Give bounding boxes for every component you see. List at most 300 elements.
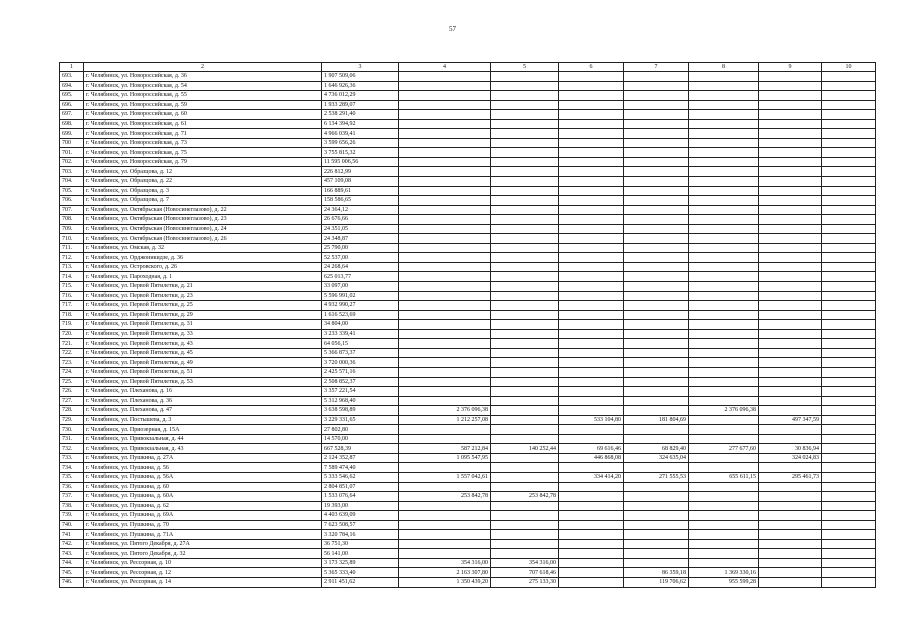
amount-col8 — [689, 434, 759, 444]
address: г. Челябинск, ул. Первой Пятилетки, д. 51 — [84, 367, 322, 377]
amount-col10 — [822, 196, 876, 206]
amount-col8 — [689, 415, 759, 425]
amount-col9: 324 024,83 — [759, 453, 822, 463]
amount-col6 — [559, 282, 624, 292]
amount-col9 — [759, 301, 822, 311]
table-row — [60, 262, 876, 272]
amount-total: 2 538 291,40 — [322, 110, 399, 120]
amount-col9 — [759, 186, 822, 196]
row-number: 693. — [60, 72, 84, 82]
amount-col8 — [689, 196, 759, 206]
amount-col10 — [822, 492, 876, 502]
amount-col7: 86 359,18 — [624, 568, 689, 578]
amount-col9 — [759, 119, 822, 129]
amount-total: 158 586,65 — [322, 196, 399, 206]
amount-col5 — [491, 234, 559, 244]
table-row — [60, 425, 876, 435]
amount-col9 — [759, 348, 822, 358]
row-number: 707. — [60, 205, 84, 215]
amount-total: 1 933 289,07 — [322, 100, 399, 110]
amount-col7 — [624, 196, 689, 206]
amount-col5 — [491, 119, 559, 129]
table-row — [60, 282, 876, 292]
amount-col9 — [759, 577, 822, 587]
amount-total: 1 533 076,64 — [322, 492, 399, 502]
table-row — [60, 129, 876, 139]
amount-col7 — [624, 339, 689, 349]
amount-col7: 68 829,40 — [624, 444, 689, 454]
amount-col6 — [559, 224, 624, 234]
amount-col7 — [624, 492, 689, 502]
row-number: 734. — [60, 463, 84, 473]
address: г. Челябинск, ул. Пушкина, д. 56А — [84, 472, 322, 482]
amount-col4 — [399, 396, 491, 406]
amount-col4 — [399, 262, 491, 272]
table-row — [60, 291, 876, 301]
amount-col6 — [559, 100, 624, 110]
row-number: 713. — [60, 262, 84, 272]
table-row — [60, 482, 876, 492]
amount-total: 4 966 039,41 — [322, 129, 399, 139]
amount-col8 — [689, 215, 759, 225]
table-row — [60, 196, 876, 206]
amount-total: 4 403 639,09 — [322, 511, 399, 521]
amount-col6 — [559, 177, 624, 187]
row-number: 706. — [60, 196, 84, 206]
amount-col7 — [624, 329, 689, 339]
amount-col8 — [689, 262, 759, 272]
address: г. Челябинск, ул. Рессорная, д. 10 — [84, 558, 322, 568]
amount-col4 — [399, 520, 491, 530]
amount-col4 — [399, 539, 491, 549]
address: г. Челябинск, ул. Образцова, д. 22 — [84, 177, 322, 187]
amount-col4 — [399, 177, 491, 187]
address: г. Челябинск, ул. Пушкина, д. 56 — [84, 463, 322, 473]
amount-col9 — [759, 196, 822, 206]
amount-total: 33 097,00 — [322, 282, 399, 292]
row-number: 739. — [60, 511, 84, 521]
amount-col5: 707 618,46 — [491, 568, 559, 578]
amount-total: 3 357 221,54 — [322, 387, 399, 397]
amount-col8 — [689, 425, 759, 435]
address: г. Челябинск, ул. Островского, д. 26 — [84, 262, 322, 272]
amount-col5 — [491, 549, 559, 559]
amount-total: 5 366 873,37 — [322, 348, 399, 358]
amount-total: 4 736 012,29 — [322, 91, 399, 101]
amount-col4 — [399, 301, 491, 311]
amount-col7 — [624, 434, 689, 444]
amount-total: 7 623 508,57 — [322, 520, 399, 530]
amount-col8 — [689, 453, 759, 463]
amount-col5 — [491, 501, 559, 511]
table-row — [60, 215, 876, 225]
address: г. Челябинск, ул. Пятого Декабря, д. 32 — [84, 549, 322, 559]
amount-col6 — [559, 167, 624, 177]
amount-col9 — [759, 530, 822, 540]
amount-total: 625 013,77 — [322, 272, 399, 282]
amount-total: 2 508 852,37 — [322, 377, 399, 387]
amount-col7 — [624, 310, 689, 320]
amount-col4: 2 163 307,80 — [399, 568, 491, 578]
amount-col10 — [822, 501, 876, 511]
row-number: 726. — [60, 387, 84, 397]
amount-col7 — [624, 282, 689, 292]
amount-col4 — [399, 310, 491, 320]
amount-col9 — [759, 91, 822, 101]
amount-col4: 253 842,78 — [399, 492, 491, 502]
amount-total: 3 599 656,26 — [322, 138, 399, 148]
row-number: 727. — [60, 396, 84, 406]
address: г. Челябинск, ул. Новороссийская, д. 54 — [84, 81, 322, 91]
address: г. Челябинск, ул. Рессорная, д. 14 — [84, 577, 322, 587]
amount-col6 — [559, 81, 624, 91]
amount-col9 — [759, 72, 822, 82]
amount-col4 — [399, 549, 491, 559]
amount-col10 — [822, 558, 876, 568]
table-row — [60, 310, 876, 320]
amount-total: 1 646 926,36 — [322, 81, 399, 91]
table-row — [60, 81, 876, 91]
amount-col6 — [559, 262, 624, 272]
amount-col9 — [759, 367, 822, 377]
amount-col8 — [689, 186, 759, 196]
amount-col7 — [624, 558, 689, 568]
amount-col7 — [624, 167, 689, 177]
amount-total: 24 351,05 — [322, 224, 399, 234]
amount-total: 226 812,99 — [322, 167, 399, 177]
amount-col10 — [822, 186, 876, 196]
row-number: 718. — [60, 310, 84, 320]
amount-col10 — [822, 329, 876, 339]
amount-col5: 275 133,30 — [491, 577, 559, 587]
amount-col7 — [624, 253, 689, 263]
row-number: 700 — [60, 138, 84, 148]
amount-total: 3 755 815,32 — [322, 148, 399, 158]
amount-col4 — [399, 91, 491, 101]
address: г. Челябинск, ул. Новороссийская, д. 60 — [84, 110, 322, 120]
column-number: 6 — [559, 63, 624, 72]
amount-col4 — [399, 243, 491, 253]
address: г. Челябинск, ул. Рессорная, д. 12 — [84, 568, 322, 578]
amount-col8: 2 376 096,38 — [689, 406, 759, 416]
amount-col7 — [624, 100, 689, 110]
amount-col6 — [559, 138, 624, 148]
table-row — [60, 138, 876, 148]
address: г. Челябинск, ул. Новороссийская, д. 59 — [84, 100, 322, 110]
amount-col7 — [624, 138, 689, 148]
amount-col8 — [689, 301, 759, 311]
amount-col4 — [399, 463, 491, 473]
amount-col10 — [822, 367, 876, 377]
row-number: 723. — [60, 358, 84, 368]
amount-col10 — [822, 425, 876, 435]
amount-col8 — [689, 463, 759, 473]
table-row — [60, 100, 876, 110]
amount-col6 — [559, 301, 624, 311]
amount-col10 — [822, 453, 876, 463]
amount-col10 — [822, 377, 876, 387]
amount-col9 — [759, 568, 822, 578]
row-number: 704. — [60, 177, 84, 187]
amount-col8: 1 369 330,16 — [689, 568, 759, 578]
amount-col8 — [689, 530, 759, 540]
table-row — [60, 119, 876, 129]
amount-col6 — [559, 530, 624, 540]
table-row — [60, 205, 876, 215]
address: г. Челябинск, ул. Первой Пятилетки, д. 25 — [84, 301, 322, 311]
register-table-body — [60, 63, 876, 588]
amount-col10 — [822, 81, 876, 91]
amount-col8 — [689, 339, 759, 349]
amount-total: 24 268,64 — [322, 262, 399, 272]
row-number: 699. — [60, 129, 84, 139]
amount-col5 — [491, 262, 559, 272]
row-number: 709. — [60, 224, 84, 234]
register-table — [59, 62, 876, 588]
amount-col4 — [399, 157, 491, 167]
amount-col6: 446 868,08 — [559, 453, 624, 463]
amount-col5 — [491, 320, 559, 330]
table-row — [60, 339, 876, 349]
amount-col5 — [491, 110, 559, 120]
address: г. Челябинск, ул. Пушкина, д. 69А — [84, 511, 322, 521]
amount-col9 — [759, 177, 822, 187]
amount-col5 — [491, 348, 559, 358]
amount-col10 — [822, 530, 876, 540]
amount-col7 — [624, 406, 689, 416]
table-row — [60, 167, 876, 177]
amount-col5 — [491, 129, 559, 139]
amount-col6 — [559, 119, 624, 129]
amount-col9 — [759, 406, 822, 416]
amount-col7 — [624, 91, 689, 101]
row-number: 746. — [60, 577, 84, 587]
amount-col10 — [822, 320, 876, 330]
amount-col4 — [399, 511, 491, 521]
table-row — [60, 511, 876, 521]
amount-total: 166 889,61 — [322, 186, 399, 196]
amount-col5 — [491, 387, 559, 397]
amount-col8 — [689, 138, 759, 148]
table-row — [60, 253, 876, 263]
amount-col8 — [689, 377, 759, 387]
amount-col4: 1 095 547,95 — [399, 453, 491, 463]
table-row — [60, 148, 876, 158]
amount-col9 — [759, 492, 822, 502]
amount-col7 — [624, 501, 689, 511]
row-number: 694. — [60, 81, 84, 91]
amount-col8 — [689, 511, 759, 521]
table-row — [60, 301, 876, 311]
amount-col9 — [759, 282, 822, 292]
amount-col4 — [399, 348, 491, 358]
column-number-row — [60, 63, 876, 72]
amount-total: 24 348,87 — [322, 234, 399, 244]
amount-col10 — [822, 177, 876, 187]
amount-col5 — [491, 186, 559, 196]
row-number: 732. — [60, 444, 84, 454]
table-row — [60, 463, 876, 473]
amount-col9 — [759, 291, 822, 301]
amount-col6 — [559, 291, 624, 301]
amount-col5 — [491, 358, 559, 368]
amount-col6 — [559, 91, 624, 101]
amount-col9 — [759, 129, 822, 139]
row-number: 701. — [60, 148, 84, 158]
amount-col4 — [399, 377, 491, 387]
amount-col8 — [689, 253, 759, 263]
amount-col8 — [689, 282, 759, 292]
amount-col8: 277 677,60 — [689, 444, 759, 454]
amount-total: 27 802,80 — [322, 425, 399, 435]
amount-col6: 334 414,20 — [559, 472, 624, 482]
amount-col5 — [491, 91, 559, 101]
amount-col9 — [759, 520, 822, 530]
amount-col6 — [559, 196, 624, 206]
amount-col7 — [624, 530, 689, 540]
row-number: 712. — [60, 253, 84, 263]
amount-col6: 69 616,46 — [559, 444, 624, 454]
amount-col9 — [759, 205, 822, 215]
amount-col10 — [822, 253, 876, 263]
row-number: 724. — [60, 367, 84, 377]
amount-total: 2 911 451,62 — [322, 577, 399, 587]
row-number: 736. — [60, 482, 84, 492]
table-row — [60, 530, 876, 540]
amount-col4: 354 316,00 — [399, 558, 491, 568]
amount-col4 — [399, 425, 491, 435]
amount-col6 — [559, 577, 624, 587]
amount-col5 — [491, 272, 559, 282]
amount-total: 56 141,00 — [322, 549, 399, 559]
amount-total: 7 589 474,40 — [322, 463, 399, 473]
amount-col4 — [399, 81, 491, 91]
amount-col9 — [759, 358, 822, 368]
amount-col4 — [399, 148, 491, 158]
amount-col4 — [399, 339, 491, 349]
amount-col9 — [759, 310, 822, 320]
amount-col10 — [822, 472, 876, 482]
amount-col7 — [624, 177, 689, 187]
address: г. Челябинск, ул. Новороссийская, д. 61 — [84, 119, 322, 129]
amount-col5 — [491, 205, 559, 215]
amount-col7 — [624, 301, 689, 311]
amount-col10 — [822, 339, 876, 349]
amount-col4: 1 557 042,61 — [399, 472, 491, 482]
amount-col7 — [624, 387, 689, 397]
amount-col6 — [559, 568, 624, 578]
amount-total: 1 616 523,69 — [322, 310, 399, 320]
amount-col4 — [399, 100, 491, 110]
column-number: 1 — [60, 63, 84, 72]
table-row — [60, 243, 876, 253]
amount-col5 — [491, 472, 559, 482]
amount-col10 — [822, 282, 876, 292]
amount-col5 — [491, 157, 559, 167]
amount-total: 3 320 784,16 — [322, 530, 399, 540]
address: г. Челябинск, ул. Первой Пятилетки, д. 43 — [84, 339, 322, 349]
amount-col5 — [491, 425, 559, 435]
amount-col4 — [399, 110, 491, 120]
address: г. Челябинск, ул. Привокзальная, д. 43 — [84, 444, 322, 454]
address: г. Челябинск, ул. Приозерная, д. 15А — [84, 425, 322, 435]
address: г. Челябинск, ул. Привокзальная, д. 44 — [84, 434, 322, 444]
amount-col7 — [624, 520, 689, 530]
amount-col8 — [689, 205, 759, 215]
amount-col8 — [689, 272, 759, 282]
amount-col8 — [689, 539, 759, 549]
address: г. Челябинск, ул. Новороссийская, д. 75 — [84, 148, 322, 158]
amount-col4 — [399, 434, 491, 444]
row-number: 740. — [60, 520, 84, 530]
amount-col10 — [822, 205, 876, 215]
amount-col8 — [689, 348, 759, 358]
table-row — [60, 234, 876, 244]
amount-col4 — [399, 530, 491, 540]
address: г. Челябинск, ул. Первой Пятилетки, д. 29 — [84, 310, 322, 320]
amount-col6 — [559, 215, 624, 225]
amount-col9 — [759, 377, 822, 387]
address: г. Челябинск, ул. Первой Пятилетки, д. 45 — [84, 348, 322, 358]
amount-col4 — [399, 138, 491, 148]
amount-col7 — [624, 549, 689, 559]
address: г. Челябинск, ул. Образцова, д. 7 — [84, 196, 322, 206]
amount-total: 3 638 598,89 — [322, 406, 399, 416]
row-number: 708. — [60, 215, 84, 225]
address: г. Челябинск, ул. Пушкина, д. 62 — [84, 501, 322, 511]
amount-col4 — [399, 272, 491, 282]
row-number: 695. — [60, 91, 84, 101]
amount-total: 3 720 000,36 — [322, 358, 399, 368]
amount-col4 — [399, 205, 491, 215]
amount-col8: 655 611,15 — [689, 472, 759, 482]
amount-col5 — [491, 253, 559, 263]
amount-col8 — [689, 291, 759, 301]
amount-col8 — [689, 320, 759, 330]
amount-col10 — [822, 119, 876, 129]
amount-col9 — [759, 262, 822, 272]
amount-total: 1 907 509,06 — [322, 72, 399, 82]
amount-col7 — [624, 186, 689, 196]
row-number: 703. — [60, 167, 84, 177]
amount-col4 — [399, 387, 491, 397]
table-row — [60, 110, 876, 120]
amount-col8 — [689, 224, 759, 234]
amount-col10 — [822, 234, 876, 244]
row-number: 735. — [60, 472, 84, 482]
amount-col6 — [559, 110, 624, 120]
row-number: 745. — [60, 568, 84, 578]
amount-col9 — [759, 243, 822, 253]
amount-col5 — [491, 72, 559, 82]
page-number: 57 — [449, 25, 456, 33]
column-number: 4 — [399, 63, 491, 72]
amount-col6 — [559, 320, 624, 330]
row-number: 714. — [60, 272, 84, 282]
column-number: 10 — [822, 63, 876, 72]
amount-col5 — [491, 367, 559, 377]
address: г. Челябинск, ул. Новороссийская, д. 36 — [84, 72, 322, 82]
amount-col8 — [689, 177, 759, 187]
address: г. Челябинск, ул. Образцова, д. 12 — [84, 167, 322, 177]
amount-col5 — [491, 138, 559, 148]
amount-col10 — [822, 396, 876, 406]
amount-col6 — [559, 520, 624, 530]
column-number: 9 — [759, 63, 822, 72]
row-number: 730. — [60, 425, 84, 435]
amount-col5 — [491, 539, 559, 549]
amount-col7 — [624, 320, 689, 330]
